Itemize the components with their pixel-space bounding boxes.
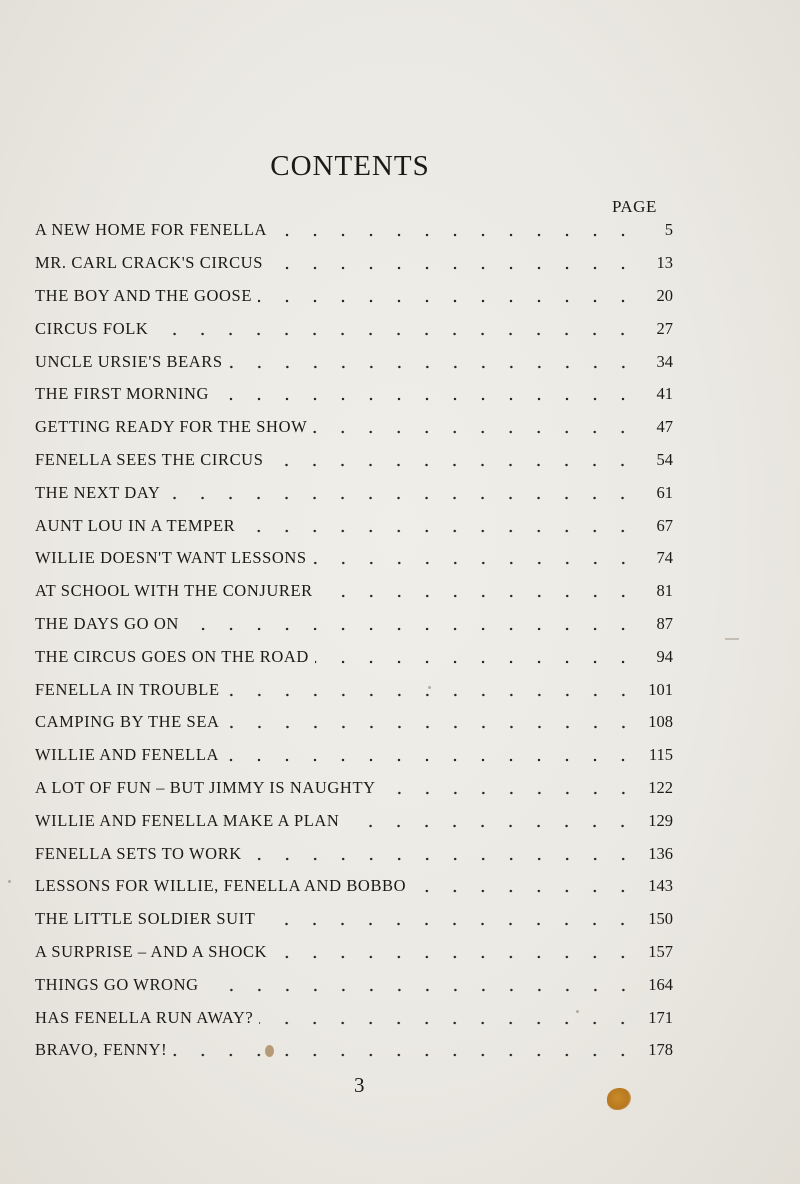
toc-entry-title: FENELLA SEES THE CIRCUS bbox=[35, 449, 264, 469]
toc-entry-page: 20 bbox=[656, 285, 673, 305]
toc-entry-page: 81 bbox=[656, 581, 673, 601]
toc-entry-page: 129 bbox=[648, 810, 673, 830]
toc-entry-page: 122 bbox=[648, 777, 673, 797]
toc-entry bbox=[35, 706, 673, 739]
dot-leader bbox=[273, 952, 637, 962]
toc-entry-page: 61 bbox=[656, 482, 673, 502]
dot-leader bbox=[269, 460, 637, 470]
toc-entry-title: THE BOY AND THE GOOSE bbox=[35, 285, 253, 305]
contents-heading: CONTENTS bbox=[270, 150, 430, 182]
toc-entry bbox=[35, 772, 673, 805]
toc-entry bbox=[35, 870, 673, 903]
dot-leader bbox=[313, 427, 637, 437]
toc-entry-title: CIRCUS FOLK bbox=[35, 318, 149, 338]
toc-entry-title: WILLIE AND FENELLA MAKE A PLAN bbox=[35, 810, 340, 830]
stain-mark bbox=[607, 1088, 631, 1110]
paper-mark bbox=[725, 638, 739, 640]
toc-entry-title: A SURPRISE – AND A SHOCK bbox=[35, 941, 268, 961]
toc-entry-page: 164 bbox=[648, 974, 673, 994]
toc-entry bbox=[35, 312, 673, 345]
page-number: 3 bbox=[354, 1073, 365, 1097]
toc-entry bbox=[35, 968, 673, 1001]
dot-leader bbox=[205, 985, 637, 995]
toc-entry bbox=[35, 903, 673, 936]
toc-entry-title: MR. CARL CRACK'S CIRCUS bbox=[35, 253, 263, 273]
toc-entry bbox=[35, 640, 673, 673]
toc-entry bbox=[35, 280, 673, 313]
toc-entry-page: 94 bbox=[656, 646, 673, 666]
toc-entry bbox=[35, 509, 673, 542]
toc-entry-page: 115 bbox=[648, 745, 673, 765]
toc-entry bbox=[35, 739, 673, 772]
toc-entry-title: LESSONS FOR WILLIE, FENELLA AND BOBBO bbox=[35, 876, 407, 896]
table-of-contents bbox=[35, 214, 673, 1067]
dot-leader bbox=[269, 263, 637, 273]
toc-entry-title: HAS FENELLA RUN AWAY? bbox=[35, 1007, 254, 1027]
toc-entry-page: 41 bbox=[656, 384, 673, 404]
toc-entry-page: 27 bbox=[656, 318, 673, 338]
toc-entry-page: 178 bbox=[648, 1040, 673, 1060]
dot-leader bbox=[261, 919, 637, 929]
toc-entry-page: 101 bbox=[648, 679, 673, 699]
toc-entry-title: THE CIRCUS GOES ON THE ROAD bbox=[35, 646, 309, 666]
dot-leader bbox=[225, 755, 637, 765]
toc-entry bbox=[35, 1001, 673, 1034]
paper-speck bbox=[576, 1010, 579, 1013]
toc-entry-title: THE NEXT DAY bbox=[35, 482, 161, 502]
dot-leader bbox=[313, 558, 637, 568]
dot-leader bbox=[258, 296, 637, 306]
toc-entry-page: 150 bbox=[648, 909, 673, 929]
dot-leader bbox=[154, 329, 637, 339]
toc-entry bbox=[35, 444, 673, 477]
toc-entry bbox=[35, 411, 673, 444]
toc-entry-title: CAMPING BY THE SEA bbox=[35, 712, 220, 732]
toc-entry bbox=[35, 673, 673, 706]
dot-leader bbox=[319, 591, 637, 601]
toc-entry-title: THINGS GO WRONG bbox=[35, 974, 199, 994]
toc-entry-title: A NEW HOME FOR FENELLA bbox=[35, 220, 267, 240]
toc-entry bbox=[35, 542, 673, 575]
toc-entry bbox=[35, 608, 673, 641]
toc-entry-title: UNCLE URSIE'S BEARS bbox=[35, 351, 223, 371]
dot-leader bbox=[241, 526, 637, 536]
toc-entry-title: THE LITTLE SOLDIER SUIT bbox=[35, 909, 256, 929]
toc-entry bbox=[35, 247, 673, 280]
paper-speck bbox=[428, 686, 431, 689]
toc-entry bbox=[35, 476, 673, 509]
toc-entry-page: 34 bbox=[656, 351, 673, 371]
toc-entry-page: 74 bbox=[656, 548, 673, 568]
toc-entry-page: 67 bbox=[656, 515, 673, 535]
toc-entry bbox=[35, 345, 673, 378]
toc-entry bbox=[35, 1034, 673, 1067]
toc-entry-title: A LOT OF FUN – BUT JIMMY IS NAUGHTY bbox=[35, 777, 376, 797]
dot-leader bbox=[215, 394, 637, 404]
toc-entry-page: 171 bbox=[648, 1007, 673, 1027]
toc-entry-title: FENELLA IN TROUBLE bbox=[35, 679, 220, 699]
dot-leader bbox=[412, 886, 637, 896]
toc-entry-title: WILLIE DOESN'T WANT LESSONS bbox=[35, 548, 307, 568]
paper-speck bbox=[8, 880, 11, 883]
dot-leader bbox=[166, 493, 637, 503]
toc-entry-title: FENELLA SETS TO WORK bbox=[35, 843, 242, 863]
dot-leader bbox=[229, 362, 637, 372]
toc-entry-page: 157 bbox=[648, 941, 673, 961]
toc-entry-title: THE FIRST MORNING bbox=[35, 384, 209, 404]
toc-entry-page: 87 bbox=[656, 613, 673, 633]
toc-entry bbox=[35, 837, 673, 870]
dot-leader bbox=[248, 854, 637, 864]
toc-entry-title: AT SCHOOL WITH THE CONJURER bbox=[35, 581, 313, 601]
toc-entry bbox=[35, 214, 673, 247]
stain-mark bbox=[265, 1045, 274, 1057]
toc-entry-page: 13 bbox=[656, 253, 673, 273]
toc-entry-title: WILLIE AND FENELLA bbox=[35, 745, 220, 765]
dot-leader bbox=[273, 230, 637, 240]
dot-leader bbox=[345, 821, 637, 831]
toc-entry-page: 54 bbox=[656, 449, 673, 469]
dot-leader bbox=[259, 1018, 637, 1028]
toc-entry-title: GETTING READY FOR THE SHOW bbox=[35, 417, 308, 437]
dot-leader bbox=[185, 624, 637, 634]
toc-entry bbox=[35, 575, 673, 608]
toc-entry-page: 108 bbox=[648, 712, 673, 732]
dot-leader bbox=[315, 657, 637, 667]
toc-entry-page: 5 bbox=[664, 220, 673, 240]
dot-leader bbox=[226, 690, 637, 700]
page-column-label: PAGE bbox=[612, 197, 657, 216]
dot-leader bbox=[226, 722, 637, 732]
toc-entry-page: 143 bbox=[648, 876, 673, 896]
toc-entry-title: BRAVO, FENNY! bbox=[35, 1040, 168, 1060]
toc-entry-page: 136 bbox=[648, 843, 673, 863]
toc-entry-title: THE DAYS GO ON bbox=[35, 613, 179, 633]
dot-leader bbox=[382, 788, 637, 798]
toc-entry-title: AUNT LOU IN A TEMPER bbox=[35, 515, 236, 535]
dot-leader bbox=[173, 1050, 637, 1060]
toc-entry bbox=[35, 804, 673, 837]
toc-entry bbox=[35, 378, 673, 411]
toc-entry bbox=[35, 936, 673, 969]
toc-entry-page: 47 bbox=[656, 417, 673, 437]
